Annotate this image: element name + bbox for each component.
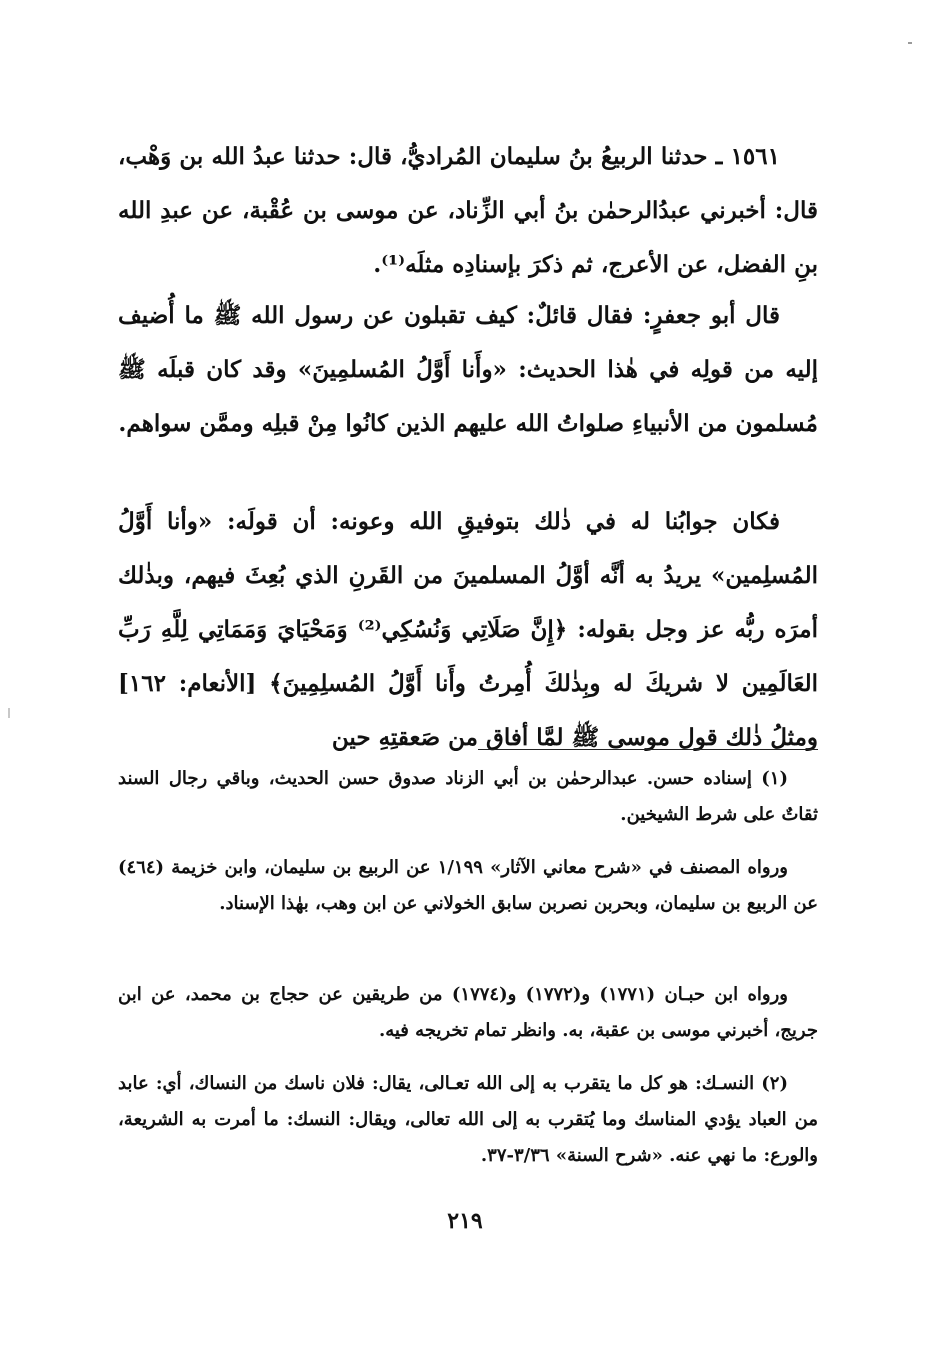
- footnote-1-continued: ورواه ابن حبـان (١٧٧١) و(١٧٧٢) و(١٧٧٤) من طريقين عن حجاج بن محمد، عن ابن جريج، أخبرني موسى بن عقبة، به. وانظر تمام تخريجه فيه.: [118, 984, 818, 1041]
- footnote-2: (٢) النسـك: هو كل ما يتقرب به إلى الله تعـالى، يقال: فلان ناسك من النساك، أي: عابد من العباد يؤدي المناسك وما يُتقرب به إلى الله تعالى، ويقال: النسك: ما أمرت به الشريعة، والورع: ما نهي عنه. «شرح السنة» ٣/٣٦-٣٧.: [118, 1073, 818, 1166]
- footnote-separator: [478, 749, 818, 750]
- question-paragraph: قال أبو جعفرٍ: فقال قائلٌ: كيف تقبلون عن رسول الله ﷺ ما أُضيف إليه من قولِه في هٰذا الحديث: «وأَنا أَوَّلُ المُسلمِينَ» وقد كان قبلَه ﷺ مُسلمون من الأنبياءِ صلواتُ الله عليهم الذين كانُوا مِنْ قبلِه وممَّن سواهم.: [118, 302, 818, 437]
- scan-speck: [8, 708, 10, 718]
- footnote-1-continued: ورواه المصنف في «شرح معاني الآثار» ١/١٩٩ عن الربيع بن سليمان، وابن خزيمة (٤٦٤) عن الربيع بن سليمان، وبحربن نصربن سابق الخولاني عن ابن وهب، بهٰذا الإسناد.: [118, 857, 818, 914]
- hadith-paragraph: ١٥٦١ ـ حدثنا الربيعُ بنُ سليمان المُراديُّ، قال: حدثنا عبدُ الله بن وَهْب، قال: أخبرني عبدُالرحمٰن بنُ أبي الزِّناد، عن موسى بن عُقْبة، عن عبدِ الله بنِ الفضل، عن الأعرج، ثم ذكرَ بإسنادِه مثلَه⁽¹⁾.: [118, 143, 818, 278]
- answer-paragraph: فكان جوابُنا له في ذٰلك بتوفيقِ الله وعونه: أن قولَه: «وأنا أَوَّلُ المُسلِمين» يريدُ به أنَّه أوَّلُ المسلمينَ من القَرنِ الذي بُعِثَ فيهم، وبذٰلك أمرَه ربُّه عز وجل بقوله: ﴿إِنَّ صَلَاتِي وَنُسُكِي⁽²⁾ وَمَحْيَايَ وَمَمَاتِي لِلَّهِ رَبِّ العَالَمِين لا شريكَ له وبِذٰلكَ أُمِرتُ وأَنا أَوَّلُ المُسلِمِينَ﴾ [الأنعام: ١٦٢] ومثلُ ذٰلك قول موسى ﷺ لمَّا أفاق من صَعقتِهِ حين: [118, 508, 819, 751]
- scan-speck: [908, 42, 912, 44]
- page-number: ٢١٩: [447, 1208, 483, 1234]
- footnote-1: (١) إسناده حسن. عبدالرحمٰن بن أبي الزناد صدوق حسن الحديث، وباقي رجال السند ثقاتٌ على شرط الشيخين.: [118, 768, 818, 825]
